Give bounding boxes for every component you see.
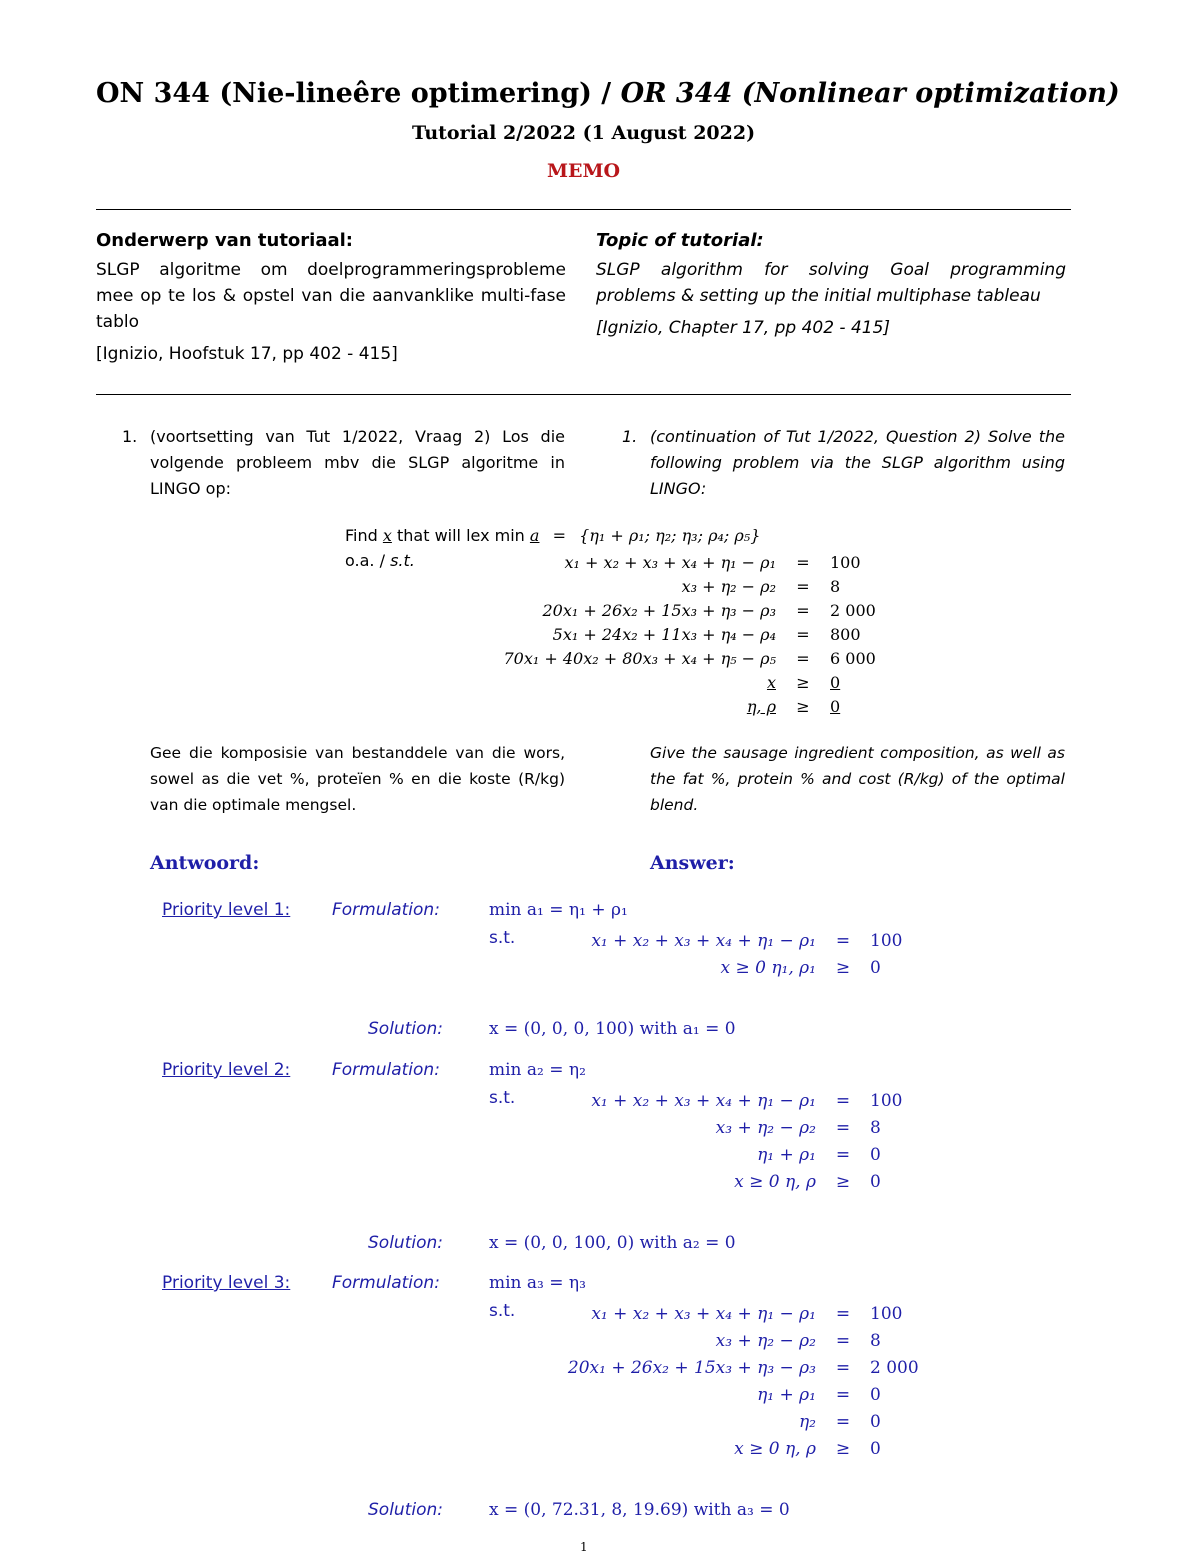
title-afrikaans: ON 344 (Nie-lineêre optimering) (96, 78, 592, 109)
constraint-row (520, 1381, 925, 1408)
constraint-row (520, 1354, 925, 1381)
constraint-lhs: η₁ + ρ₁ (757, 1384, 816, 1405)
constraint-rhs: 6 000 (830, 648, 876, 668)
constraint-operator: = (796, 600, 810, 620)
title-separator: / (601, 78, 612, 109)
constraint-rhs: 0 (830, 696, 841, 716)
constraint-lhs: 5x₁ + 24x₂ + 11x₃ + η₄ − ρ₄ (552, 624, 776, 644)
priority-label: Priority level 1: (162, 900, 291, 920)
constraint-rhs: 0 (870, 1144, 881, 1165)
solution-value: x = (0, 0, 0, 100) with a₁ = 0 (489, 1019, 736, 1039)
constraint-rhs: 100 (870, 1303, 903, 1324)
constraint-operator: = (835, 1117, 851, 1138)
constraint-row (520, 1300, 925, 1327)
question-number-en: 1. (622, 427, 638, 446)
solution-label: Solution: (368, 1019, 443, 1039)
constraint-lhs: x ≥ 0 η₁, ρ₁ (720, 957, 816, 978)
constraint-lhs: 20x₁ + 26x₂ + 15x₃ + η₃ − ρ₃ (567, 1357, 816, 1378)
topic-left (96, 230, 566, 367)
solution-label: Solution: (368, 1500, 443, 1520)
priority-label: Priority level 3: (162, 1273, 291, 1293)
constraint-rhs: 100 (870, 1090, 903, 1111)
constraint-row (520, 927, 908, 954)
constraint-lhs: x₁ + x₂ + x₃ + x₄ + η₁ − ρ₁ (591, 1303, 816, 1324)
model-constraint-row (440, 598, 882, 622)
constraint-lhs: x₃ + η₂ − ρ₂ (715, 1330, 816, 1351)
topic-right (596, 230, 1066, 341)
constraint-rhs: 2 000 (830, 600, 876, 620)
formulation-label: Formulation: (332, 1060, 440, 1080)
topic-reference-af: [Ignizio, Hoofstuk 17, pp 402 - 415] (96, 344, 398, 364)
memo-label: MEMO (546, 160, 621, 182)
constraint-rhs: 0 (870, 1438, 881, 1459)
constraint-lhs: η, ρ (746, 696, 776, 716)
page-subtitle: Tutorial 2/2022 (1 August 2022) (411, 122, 756, 144)
instruction-en: Give the sausage ingredient composition, as well as the fat %, protein % and cost (R/kg) of the optimal blend. (650, 744, 1065, 814)
constraint-operator: = (796, 648, 810, 668)
constraint-lhs: x₃ + η₂ − ρ₂ (681, 576, 776, 596)
constraint-rhs: 100 (830, 552, 861, 572)
st-label: s.t. (489, 1088, 516, 1108)
find-var-x: x (382, 526, 392, 545)
topic-text-en: SLGP algorithm for solving Goal programming problems & setting up the initial multiphase tableau (596, 260, 1066, 306)
topic-heading-af: Onderwerp van tutoriaal: (96, 230, 354, 251)
solution-value: x = (0, 72.31, 8, 19.69) with a₃ = 0 (489, 1500, 790, 1520)
constraint-operator: ≥ (835, 1438, 851, 1459)
model-constraint-row (440, 574, 882, 598)
constraint-operator: = (796, 624, 810, 644)
bottom-divider (96, 394, 1071, 395)
top-divider (96, 209, 1071, 210)
constraint-rhs: 8 (870, 1330, 881, 1351)
level-constraints (520, 1087, 908, 1195)
constraint-rhs: 0 (830, 672, 841, 692)
constraint-row (520, 1114, 908, 1141)
formulation-label: Formulation: (332, 1273, 440, 1293)
constraint-operator: ≥ (796, 672, 810, 692)
constraint-operator: = (835, 1090, 851, 1111)
nonnegativity-row (520, 1435, 925, 1462)
constraint-lhs: x₁ + x₂ + x₃ + x₄ + η₁ − ρ₁ (591, 930, 816, 951)
page-title (96, 78, 1120, 109)
find-eq: = (552, 526, 566, 545)
constraint-lhs: x₁ + x₂ + x₃ + x₄ + η₁ − ρ₁ (591, 1090, 816, 1111)
constraint-lhs: x (766, 672, 776, 692)
constraint-lhs: x₃ + η₂ − ρ₂ (715, 1117, 816, 1138)
constraint-operator: = (835, 1303, 851, 1324)
constraint-operator: = (796, 576, 810, 596)
objective-line: min a₂ = η₂ (489, 1060, 586, 1080)
constraint-lhs: x₁ + x₂ + x₃ + x₄ + η₁ − ρ₁ (564, 552, 776, 572)
objective-line: min a₁ = η₁ + ρ₁ (489, 900, 628, 920)
model-objective-line (345, 526, 760, 545)
constraint-operator: = (835, 1330, 851, 1351)
instruction-af: Gee die komposisie van bestanddele van die wors, sowel as die vet %, proteïen % en die koste (R/kg) van die optimale mengsel. (150, 744, 565, 814)
topic-heading-en: Topic of tutorial: (596, 230, 764, 251)
level-constraints (520, 1300, 925, 1462)
find-prefix: Find (345, 526, 378, 545)
st-label-af: o.a. / (345, 551, 385, 570)
constraint-row (520, 1408, 925, 1435)
st-label-en: s.t. (390, 551, 415, 570)
constraint-rhs: 8 (870, 1117, 881, 1138)
constraint-rhs: 100 (870, 930, 903, 951)
constraint-operator: ≥ (835, 957, 851, 978)
find-mid: that will lex min (397, 526, 525, 545)
model-constraints (440, 550, 882, 718)
constraint-rhs: 0 (870, 1171, 881, 1192)
constraint-rhs: 0 (870, 1411, 881, 1432)
model-constraint-row (440, 670, 882, 694)
objective-line: min a₃ = η₃ (489, 1273, 586, 1293)
constraint-rhs: 2 000 (870, 1357, 919, 1378)
constraint-lhs: η₂ (799, 1411, 816, 1432)
constraint-lhs: 70x₁ + 40x₂ + 80x₃ + x₄ + η₅ − ρ₅ (503, 648, 776, 668)
constraint-row (520, 1141, 908, 1168)
formulation-label: Formulation: (332, 900, 440, 920)
constraint-lhs: x ≥ 0 η, ρ (734, 1171, 816, 1192)
constraint-lhs: x ≥ 0 η, ρ (734, 1438, 816, 1459)
model-constraint-row (440, 622, 882, 646)
model-constraint-row (440, 550, 882, 574)
constraint-lhs: η₁ + ρ₁ (757, 1144, 816, 1165)
topic-text-af: SLGP algoritme om doelprogrammeringsprobleme mee op te los & opstel van die aanvanklike multi-fase tablo (96, 260, 566, 332)
constraint-row (520, 1087, 908, 1114)
constraint-operator: ≥ (835, 1171, 851, 1192)
st-label: s.t. (489, 928, 516, 948)
st-label (345, 551, 415, 570)
solution-label: Solution: (368, 1233, 443, 1253)
page-number: 1 (580, 1540, 588, 1554)
question-text-en: (continuation of Tut 1/2022, Question 2) Solve the following problem via the SLGP algorithm using LINGO: (650, 427, 1065, 498)
nonnegativity-row (520, 954, 908, 981)
constraint-row (520, 1327, 925, 1354)
find-var-a: a (529, 526, 540, 545)
answer-heading-af: Antwoord: (150, 852, 260, 874)
nonnegativity-row (520, 1168, 908, 1195)
priority-label: Priority level 2: (162, 1060, 291, 1080)
title-english: OR 344 (Nonlinear optimization) (620, 78, 1120, 109)
question-text-af: (voortsetting van Tut 1/2022, Vraag 2) Los die volgende probleem mbv die SLGP algoritme in LINGO op: (150, 427, 565, 498)
constraint-rhs: 0 (870, 957, 881, 978)
constraint-operator: ≥ (796, 696, 810, 716)
level-constraints (520, 927, 908, 981)
constraint-lhs: 20x₁ + 26x₂ + 15x₃ + η₃ − ρ₃ (542, 600, 776, 620)
constraint-rhs: 800 (830, 624, 861, 644)
model-constraint-row (440, 694, 882, 718)
constraint-rhs: 8 (830, 576, 841, 596)
constraint-operator: = (835, 1144, 851, 1165)
constraint-operator: = (796, 552, 810, 572)
find-set: {η₁ + ρ₁; η₂; η₃; ρ₄; ρ₅} (579, 526, 761, 545)
question-number-af: 1. (122, 427, 138, 446)
topic-reference-en: [Ignizio, Chapter 17, pp 402 - 415] (596, 318, 891, 338)
constraint-operator: = (835, 1384, 851, 1405)
constraint-rhs: 0 (870, 1384, 881, 1405)
constraint-operator: = (835, 1411, 851, 1432)
answer-heading-en: Answer: (650, 852, 735, 874)
model-constraint-row (440, 646, 882, 670)
solution-value: x = (0, 0, 100, 0) with a₂ = 0 (489, 1233, 736, 1253)
constraint-operator: = (835, 1357, 851, 1378)
constraint-operator: = (835, 930, 851, 951)
st-label: s.t. (489, 1301, 516, 1321)
